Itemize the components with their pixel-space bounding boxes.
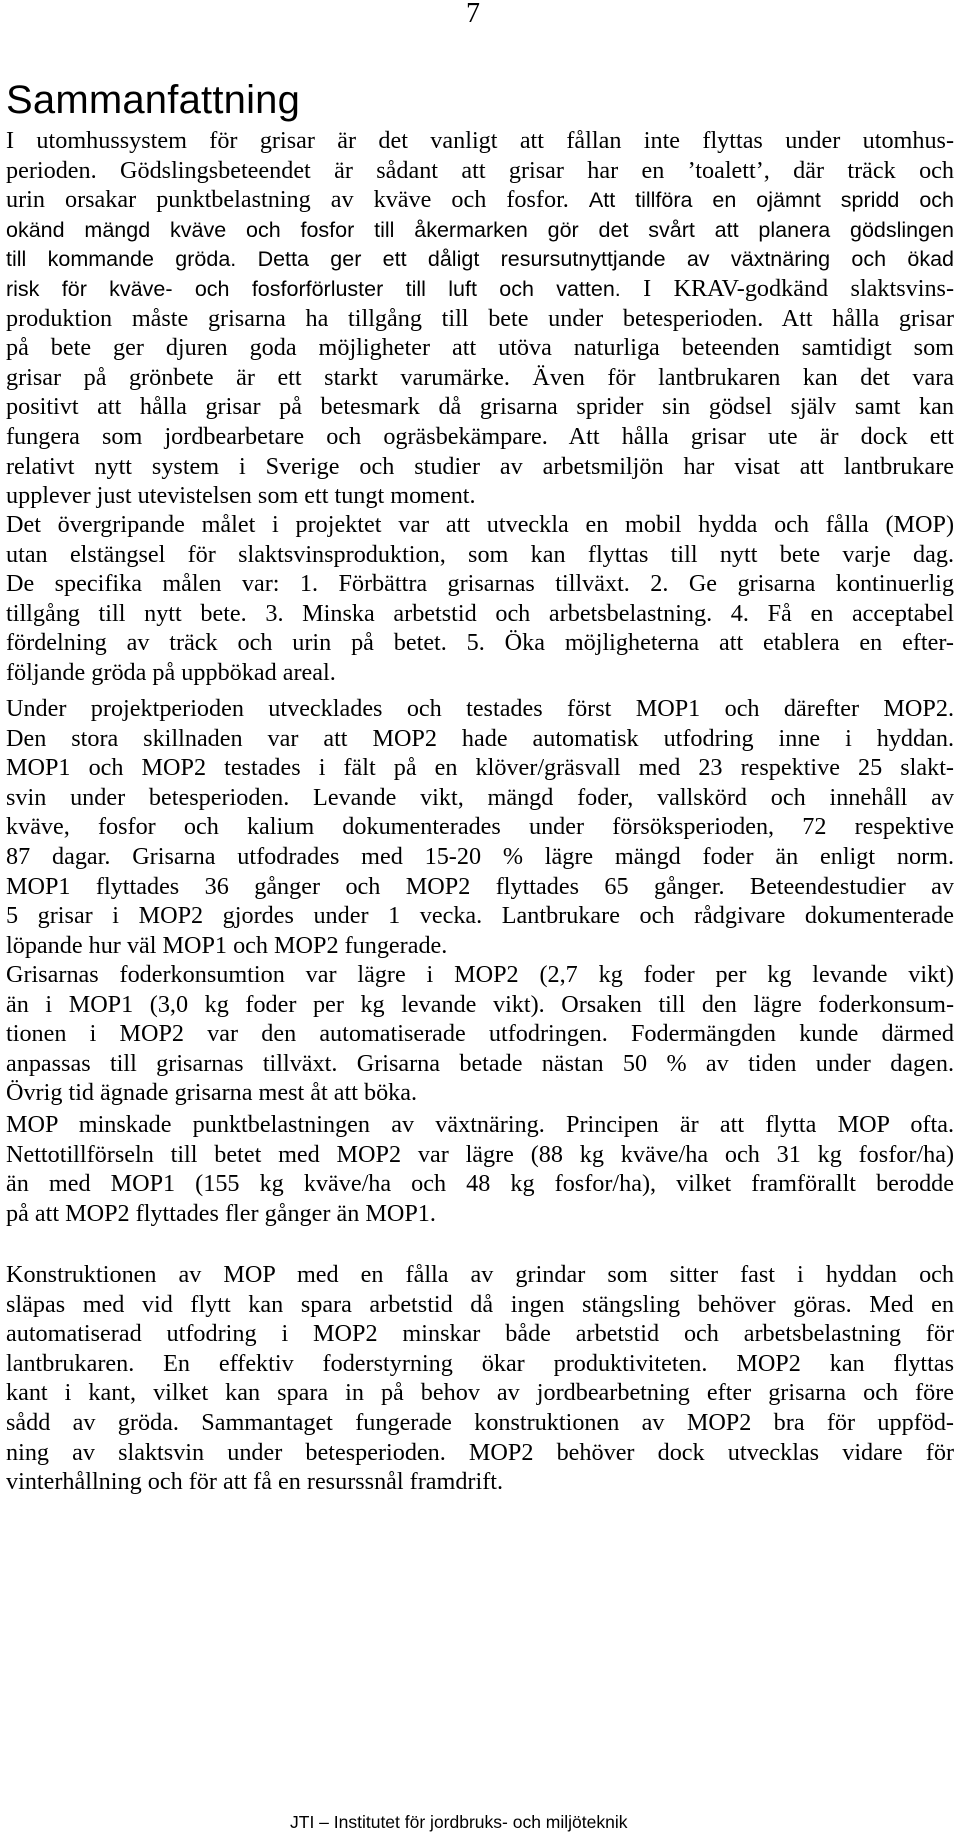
text-line: upplever just utevistelsen som ett tungt moment. <box>6 482 476 510</box>
text-line: perioden. Gödslingsbeteendet är sådant att grisar har en ’toalett’, där träck och <box>6 156 954 184</box>
text-line: Nettotillförseln till betet med MOP2 var lägre (88 kg kväve/ha och 31 kg fosfor/ha) <box>6 1140 954 1168</box>
serif-text-span: I KRAV-godkänd slaktsvins- <box>643 275 955 302</box>
text-line: tionen i MOP2 var den automatiserade utfodringen. Fodermängden kunde därmed <box>6 1020 954 1048</box>
text-line: på bete ger djuren goda möjligheter att utöva naturliga beteenden samtidigt som <box>6 334 954 362</box>
text-line: svin under betesperioden. Levande vikt, mängd foder, vallskörd och innehåll av <box>6 783 954 811</box>
text-line: positivt att hålla grisar på betesmark då grisarna sprider sin gödsel själv samt kan <box>6 393 954 421</box>
text-line: på att MOP2 flyttades fler gånger än MOP1. <box>6 1199 436 1227</box>
text-line: anpassas till grisarnas tillväxt. Grisarna betade nästan 50 % av tiden under dagen. <box>6 1049 954 1077</box>
text-line: lantbrukaren. En effektiv foderstyrning ökar produktiviteten. MOP2 kan flyttas <box>6 1349 954 1377</box>
text-line: kväve, fosfor och kalium dokumenterades under försöksperioden, 72 respektive <box>6 813 954 841</box>
text-line: Konstruktionen av MOP med en fålla av grindar som sitter fast i hyddan och <box>6 1261 954 1288</box>
text-line: släpas med vid flytt kan spara arbetstid då ingen stängsling behöver göras. Med en <box>6 1290 954 1318</box>
text-line: Under projektperioden utvecklades och testades först MOP1 och därefter MOP2. <box>6 695 954 722</box>
text-line: följande gröda på uppbökad areal. <box>6 659 336 686</box>
text-line: relativt nytt system i Sverige och studier av arbetsmiljön har visat att lantbrukare <box>6 452 954 480</box>
text-line: än med MOP1 (155 kg kväve/ha och 48 kg fosfor/ha), vilket framförallt berodde <box>6 1170 954 1198</box>
text-line: än i MOP1 (3,0 kg foder per kg levande vikt). Orsaken till den lägre foderkonsum- <box>6 990 954 1018</box>
text-line: 87 dagar. Grisarna utfodrades med 15-20 % lägre mängd foder än enligt norm. <box>6 843 954 870</box>
text-line: MOP1 och MOP2 testades i fält på en klöver/gräsvall med 23 respektive 25 slakt- <box>6 754 954 782</box>
text-line: Grisarnas foderkonsumtion var lägre i MOP2 (2,7 kg foder per kg levande vikt) <box>6 961 954 988</box>
sans-text-span: risk för kväve- och fosforförluster till luft och vatten. <box>6 277 644 301</box>
text-line: produktion måste grisarna ha tillgång till bete under betesperioden. Att hålla grisar <box>6 304 954 332</box>
text-line: Det övergripande målet i projektet var att utveckla en mobil hydda och fålla (MOP) <box>6 511 954 538</box>
text-line: fördelning av träck och urin på betet. 5. Öka möjligheterna att etablera en efter- <box>6 629 954 657</box>
text-line: Den stora skillnaden var att MOP2 hade automatisk utfodring inne i hyddan. <box>6 724 954 752</box>
text-line: I utomhussystem för grisar är det vanligt att fållan inte flyttas under utomhus- <box>6 127 954 154</box>
text-line: utan elstängsel för slaktsvinsproduktion, som kan flyttas till nytt bete varje dag. <box>6 540 954 568</box>
text-line: fungera som jordbearbetare och ogräsbekämpare. Att hålla grisar ute är dock ett <box>6 423 954 450</box>
text-line: De specifika målen var: 1. Förbättra grisarnas tillväxt. 2. Ge grisarna kontinuerlig <box>6 570 954 598</box>
text-line: MOP minskade punktbelastningen av växtnäring. Principen är att flytta MOP ofta. <box>6 1111 954 1138</box>
text-line: automatiserad utfodring i MOP2 minskar både arbetstid och arbetsbelastning för <box>6 1320 954 1348</box>
text-line: 5 grisar i MOP2 gjordes under 1 vecka. Lantbrukare och rådgivare dokumenterade <box>6 902 954 930</box>
text-line: till kommande gröda. Detta ger ett dåligt resursutnyttjande av växtnäring och ökad <box>6 247 954 272</box>
text-line: MOP1 flyttades 36 gånger och MOP2 flyttades 65 gånger. Beteendestudier av <box>6 872 954 900</box>
text-line: Övrig tid ägnade grisarna mest åt att böka. <box>6 1079 418 1107</box>
text-line: grisar på grönbete är ett starkt varumärke. Även för lantbrukaren kan det vara <box>6 363 954 391</box>
text-line: löpande hur väl MOP1 och MOP2 fungerade. <box>6 931 448 959</box>
text-line: ning av slaktsvin under betesperioden. MOP2 behöver dock utvecklas vidare för <box>6 1438 954 1466</box>
page-number: 7 <box>466 0 480 29</box>
text-line: sådd av gröda. Sammantaget fungerade konstruktionen av MOP2 bra för uppföd- <box>6 1409 954 1436</box>
page-title: Sammanfattning <box>6 78 301 122</box>
text-line: okänd mängd kväve och fosfor till åkermarken gör det svårt att planera gödslingen <box>6 217 954 242</box>
page-footer: JTI – Institutet för jordbruks- och miljöteknik <box>290 1812 628 1832</box>
text-line: kant i kant, vilket kan spara in på behov av jordbearbetning efter grisarna och före <box>6 1379 954 1407</box>
text-line: vinterhållning och för att få en resurssnål framdrift. <box>6 1468 504 1496</box>
sans-text-span: Att tillföra en ojämnt spridd och <box>588 188 954 213</box>
text-line: tillgång till nytt bete. 3. Minska arbetstid och arbetsbelastning. 4. Få en acceptabel <box>6 599 954 627</box>
serif-text-span: urin orsakar punktbelastning av kväve och fosfor. <box>6 186 589 214</box>
